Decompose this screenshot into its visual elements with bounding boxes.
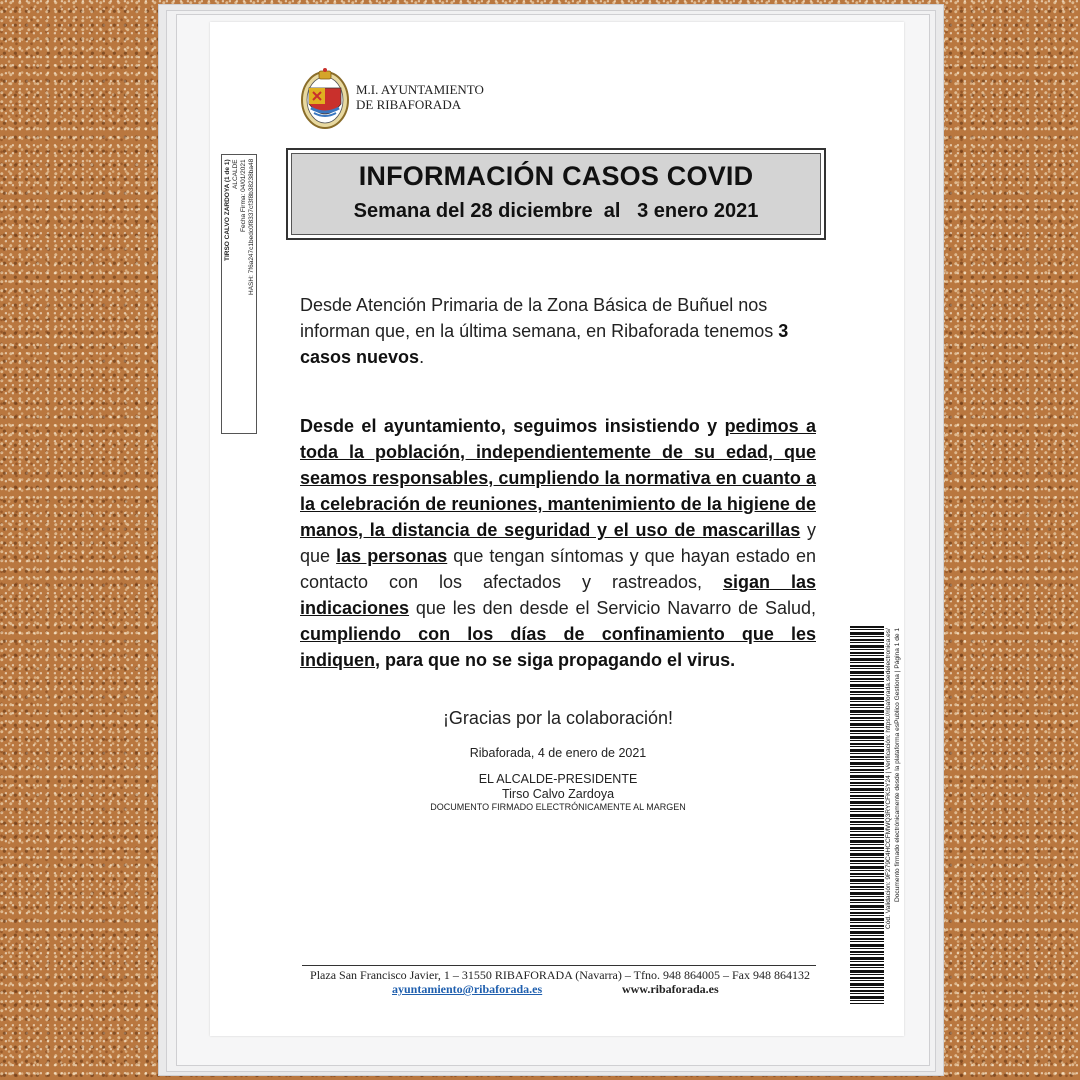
- intro-text-2: .: [419, 347, 425, 367]
- signature-stamp-text: [224, 159, 256, 427]
- organization-name: [356, 82, 484, 112]
- intro-text-1: Desde Atención Primaria de la Zona Básica de Buñuel nos informan que, en la última semana, en Ribaforada tenemos: [300, 295, 779, 341]
- body-underline-2: las personas: [336, 546, 448, 566]
- intro-case-count: 3 casos nuevos: [300, 321, 789, 367]
- place-date: Ribaforada, 4 de enero de 2021: [469, 746, 647, 760]
- body-normal-2: que tengan síntomas y que hayan estado en contacto con los afectados y rastreados,: [300, 546, 816, 592]
- body-underline-1: pedimos a toda la población, independientemente de su edad, que seamos responsables, cumpliendo la normativa en cuanto a la celebración de reuniones, mantenimiento de la higiene de manos, la distancia de seguridad y el uso de mascarillas: [300, 416, 816, 540]
- stamp-hash: HASH: 7f6a247c1bedc0f8337cf3f8b38238ba48: [248, 159, 255, 296]
- signature-block: [300, 772, 816, 802]
- body-normal-1: y que: [300, 520, 816, 566]
- coat-of-arms-icon: [300, 66, 350, 130]
- footer-address: Plaza San Francisco Javier, 1 – 31550 RIBAFORADA (Navarra) – Tfno. 948 864005 – Fax 948 864132: [310, 968, 810, 982]
- body-underline-3: sigan las indicaciones: [300, 572, 816, 618]
- thanks-text: ¡Gracias por la colaboración!: [442, 708, 674, 728]
- validation-line-1: Cód. Validación: 9F279C4HCCFMWQ3RYCFKSY24 | Verificación: https://ribaforada.sedelectronica.es/: [885, 628, 892, 929]
- signature-stamp: [221, 154, 257, 434]
- body-underline-4: cumpliendo con los días de confinamiento que les indiquen: [300, 624, 816, 670]
- org-line-1: M.I. AYUNTAMIENTO: [356, 82, 484, 97]
- org-line-2: DE RIBAFORADA: [356, 97, 462, 112]
- page-subtitle: Semana del 28 diciembre al 3 enero 2021: [353, 200, 759, 222]
- validation-line-2: Documento firmado electrónicamente desde la plataforma esPublico Gestiona | Página 1 de 1: [894, 628, 901, 903]
- title-box-inner: [291, 153, 821, 235]
- intro-paragraph: [300, 292, 816, 370]
- body-bold-2: , para que no se siga propagando el virus.: [375, 650, 736, 670]
- signature-name: Tirso Calvo Zardoya: [501, 787, 615, 801]
- signature-note: DOCUMENTO FIRMADO ELECTRÓNICAMENTE AL MARGEN: [430, 802, 686, 812]
- barcode: [850, 626, 884, 1004]
- title-box: [286, 148, 826, 240]
- stamp-date: Fecha Firma: 04/01/2021: [240, 159, 247, 232]
- barcode-validation-text: [884, 628, 908, 1004]
- body-bold-1: Desde el ayuntamiento, seguimos insistiendo y: [300, 416, 725, 436]
- footer-divider: [302, 965, 816, 966]
- body-paragraph: [300, 413, 816, 673]
- page-title: INFORMACIÓN CASOS COVID: [358, 161, 754, 191]
- stamp-signer: TIRSO CALVO ZARDOYA (1 de 1): [224, 159, 231, 261]
- stamp-role: ALCALDE: [232, 159, 239, 189]
- signature-role: EL ALCALDE-PRESIDENTE: [478, 772, 638, 786]
- body-normal-3: que les den desde el Servicio Navarro de Salud,: [409, 598, 816, 618]
- footer-website: www.ribaforada.es: [622, 982, 719, 996]
- footer-email-link[interactable]: ayuntamiento@ribaforada.es: [392, 982, 543, 996]
